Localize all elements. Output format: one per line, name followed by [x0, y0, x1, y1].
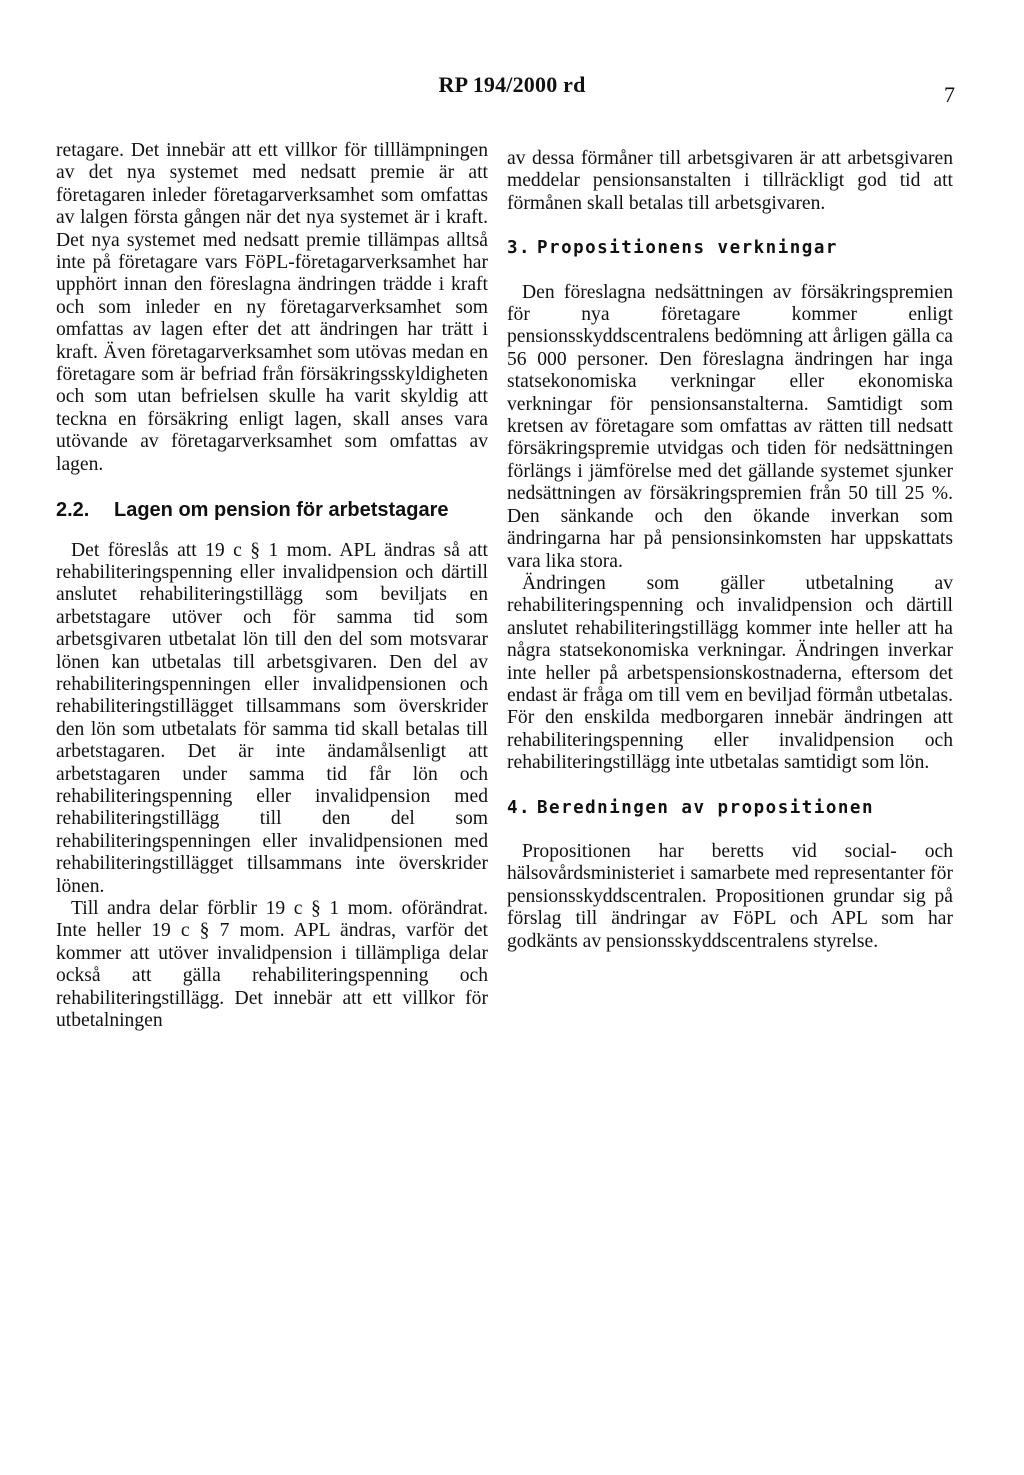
- right-paragraph-3: Ändringen som gäller utbetalning av rehabiliteringspenning och invalidpension och därtill anslutet rehabiliteringstillägg kommer inte heller att ha några statsekonomiska verkningar. Ändringen inverkar inte heller på arbetspensionskostnaderna, eftersom det endast är fråga om till vem en beviljad förmån utbetalas. För den enskilda medborgaren innebär ändringen att rehabiliteringspenning eller invalidpension och rehabiliteringstillägg inte utbetalas samtidigt som lön.: [507, 572, 953, 774]
- section-4-title: Beredningen av propositionen: [537, 797, 875, 818]
- right-column: [507, 148, 953, 953]
- left-paragraph-2: Det föreslås att 19 c § 1 mom. APL ändras så att rehabiliteringspenning eller invalidpension och därtill anslutet rehabiliteringstillägg som beviljats en arbetstagare utöver och för samma tid som arbetsgivaren utbetalat lön till den del som motsvarar lönen kan utbetalas till arbetsgivaren. Den del av rehabiliteringspenningen eller invalidpensionen och rehabiliteringstillägget tillsammans som överskrider den lön som utbetalats för samma tid skall betalas till arbetstagaren. Det är inte ändamålsenligt att arbetstagaren under samma tid får lön och rehabiliteringspenning eller invalidpension med rehabiliteringstillägg till den del som rehabiliteringspenningen eller invalidpensionen med rehabiliteringstillägget tillsammans inte överskrider lönen.: [56, 539, 488, 897]
- section-2-2-heading: [56, 499, 488, 521]
- section-3-number: 3.: [507, 238, 532, 259]
- section-2-2-number: 2.2.: [56, 499, 90, 522]
- section-3-title: Propositionens verkningar: [537, 238, 838, 259]
- right-paragraph-4: Propositionen har beretts vid social- och hälsovårdsministeriet i samarbete med representanter för pensionsskyddscentralen. Propositionen grundar sig på förslag till ändringar av FöPL och APL som har godkänts av pensionsskyddscentralens styrelse.: [507, 840, 953, 952]
- right-paragraph-2: Den föreslagna nedsättningen av försäkringspremien för nya företagare kommer enligt pensionsskyddscentralens bedömning att årligen gälla ca 56 000 personer. Den föreslagna ändringen har inga statsekonomiska verkningar eller ekonomiska verkningar för pensionsanstalterna. Samtidigt som kretsen av företagare som omfattas av rätten till nedsatt försäkringspremie utvidgas och tiden för nedsättningen förlängs i jämförelse med det gällande systemet sjunker nedsättningen av försäkringspremien från 50 till 25 %. Den sänkande och den ökande inverkan som ändringarna har på pensionsinkomsten har uppskattats vara lika stora.: [507, 281, 953, 572]
- left-paragraph-1: retagare. Det innebär att ett villkor för tilllämpningen av det nya systemet med nedsatt premie är att företagaren inleder företagarverksamhet som omfattas av lalgen första gången när det nya systemet är i kraft. Det nya systemet med nedsatt premie tillämpas alltså inte på företagare vars FöPL-företagarverksamhet har upphört innan den föreslagna ändringen trädde i kraft och som inleder en ny företagarverksamhet som omfattas av lagen efter det att ändringen har trätt i kraft. Även företagarverksamhet som utövas medan en företagare som är befriad från försäkringsskyldigheten och som utan befrielsen skulle ha varit skyldig att teckna en försäkring enligt lagen, skall anses vara utövande av företagarverksamhet som omfattas av lagen.: [56, 140, 488, 475]
- section-4-heading: [507, 797, 953, 819]
- page-number: 7: [944, 82, 955, 107]
- section-3-heading: [507, 237, 953, 259]
- document-header: RP 194/2000 rd: [438, 72, 586, 97]
- left-paragraph-3: Till andra delar förblir 19 c § 1 mom. oförändrat. Inte heller 19 c § 7 mom. APL ändras, varför det kommer att utöver invalidpension i tillämpliga delar också att gälla rehabiliteringspenning och rehabiliteringstillägg. Det innebär att ett villkor för utbetalningen: [56, 898, 488, 1032]
- left-column: [56, 140, 488, 1032]
- section-2-2-title: Lagen om pension för arbetstagare: [114, 499, 449, 522]
- section-4-number: 4.: [507, 797, 532, 818]
- right-paragraph-1: av dessa förmåner till arbetsgivaren är att arbetsgivaren meddelar pensionsanstalten i tillräckligt god tid att förmånen skall betalas till arbetsgivaren.: [507, 148, 953, 214]
